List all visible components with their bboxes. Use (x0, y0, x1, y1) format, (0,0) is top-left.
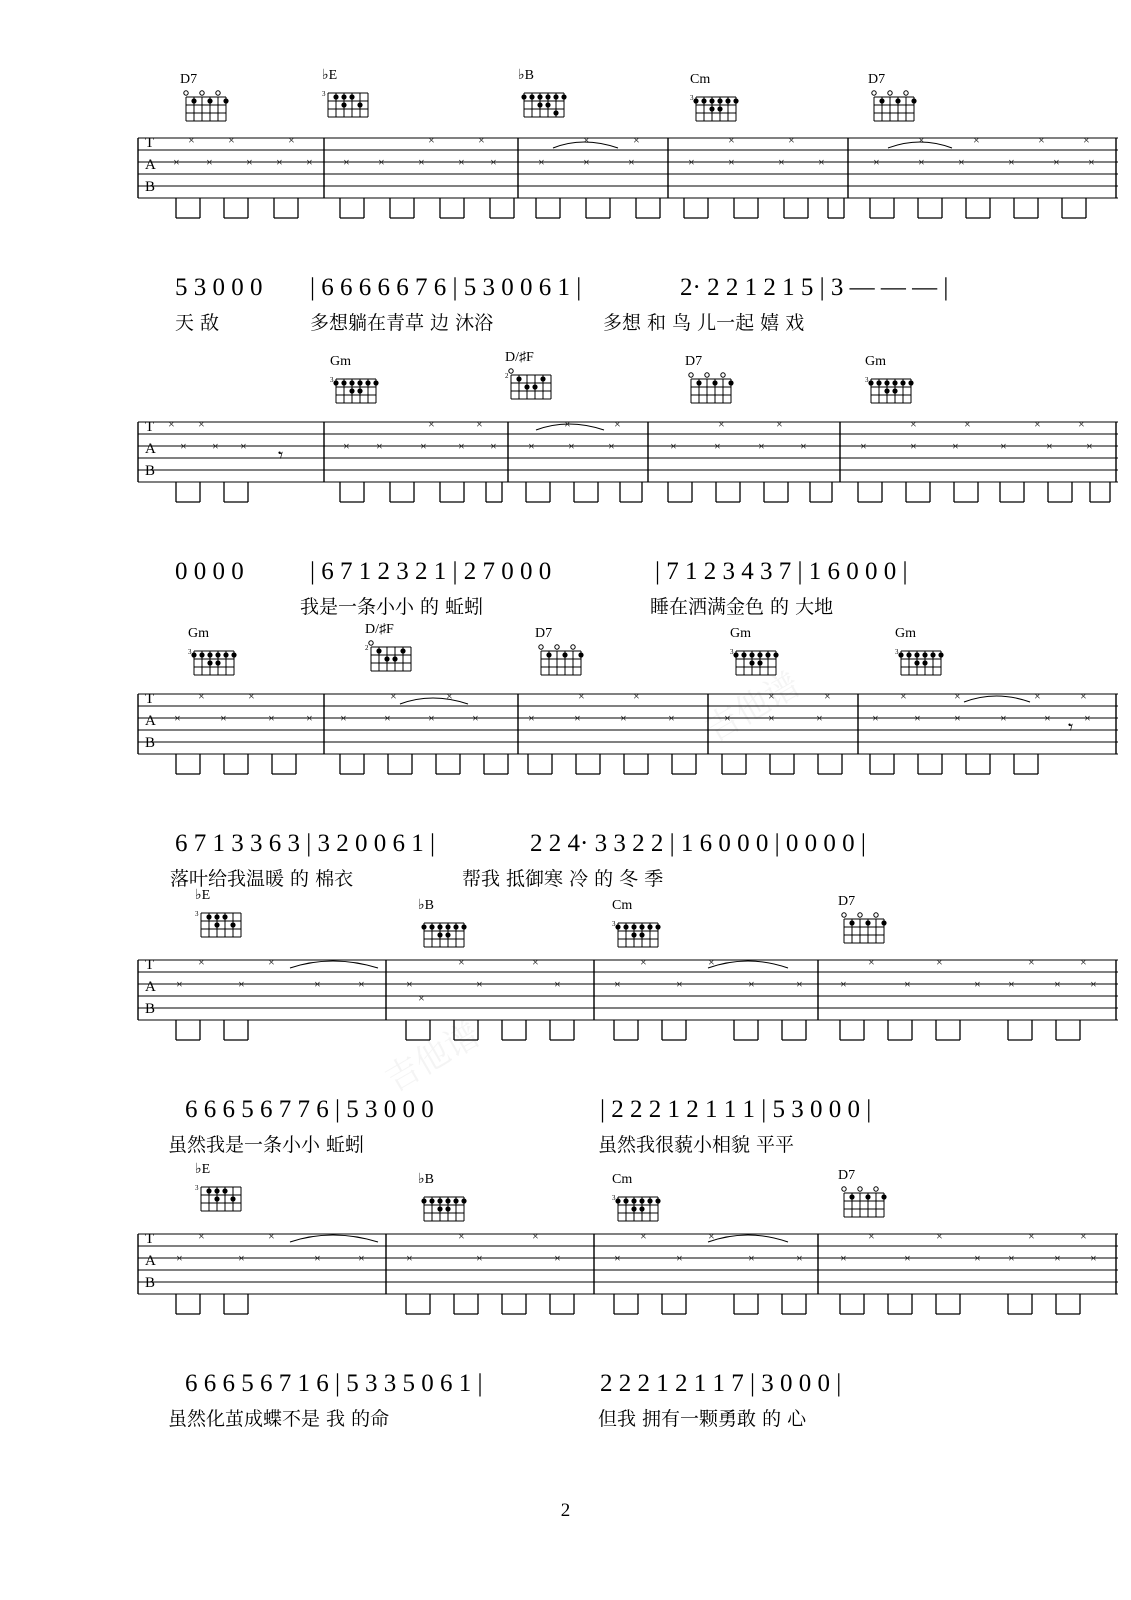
chord-diagram: Gm 3 (895, 626, 951, 682)
chord-diagram: ♭B (418, 1172, 474, 1228)
music-system-3 (0, 622, 1131, 896)
svg-text:×: × (406, 977, 413, 991)
music-system-5 (0, 1162, 1131, 1436)
tab-staff (0, 414, 1131, 510)
svg-text:×: × (918, 155, 925, 169)
svg-text:×: × (376, 439, 383, 453)
svg-text:×: × (538, 155, 545, 169)
chord-grid (322, 84, 374, 124)
svg-text:×: × (918, 133, 925, 147)
chord-diagram-row (0, 350, 1131, 412)
svg-text:×: × (748, 977, 755, 991)
tab-staff (0, 952, 1131, 1048)
chord-diagram: Cm 3 (612, 898, 668, 954)
chord-grid (612, 914, 664, 954)
svg-text:×: × (306, 155, 313, 169)
svg-text:×: × (306, 711, 313, 725)
svg-text:×: × (238, 1251, 245, 1265)
svg-text:×: × (608, 439, 615, 453)
svg-text:×: × (1090, 977, 1097, 991)
svg-text:×: × (378, 155, 385, 169)
svg-text:×: × (554, 977, 561, 991)
chord-diagram: Cm 3 (612, 1172, 668, 1228)
svg-text:×: × (288, 133, 295, 147)
svg-text:×: × (768, 711, 775, 725)
svg-text:×: × (840, 977, 847, 991)
svg-text:T: T (145, 957, 155, 973)
svg-text:×: × (676, 977, 683, 991)
svg-text:×: × (1008, 155, 1015, 169)
svg-text:×: × (220, 711, 227, 725)
svg-text:×: × (206, 155, 213, 169)
svg-text:×: × (676, 1251, 683, 1265)
svg-text:×: × (614, 417, 621, 431)
svg-text:×: × (268, 711, 275, 725)
svg-text:2: 2 (505, 372, 509, 380)
svg-text:×: × (268, 955, 275, 969)
svg-text:3: 3 (612, 1194, 616, 1202)
chord-diagram: D7 (180, 72, 236, 128)
svg-text:×: × (914, 711, 921, 725)
svg-text:×: × (476, 977, 483, 991)
svg-text:×: × (776, 417, 783, 431)
svg-text:×: × (198, 1229, 205, 1243)
chord-diagram: Gm 3 (865, 354, 921, 410)
chord-diagram: Gm 3 (730, 626, 786, 682)
svg-text:×: × (173, 155, 180, 169)
svg-text:A: A (145, 1253, 156, 1269)
svg-text:×: × (936, 955, 943, 969)
svg-text:3: 3 (322, 90, 326, 98)
svg-text:×: × (910, 439, 917, 453)
svg-text:×: × (1080, 1229, 1087, 1243)
svg-text:T: T (145, 135, 155, 151)
svg-text:×: × (768, 689, 775, 703)
svg-text:×: × (748, 1251, 755, 1265)
svg-text:×: × (176, 977, 183, 991)
chord-diagram: Cm 3 (690, 72, 746, 128)
chord-grid (730, 642, 782, 682)
tab-staff (0, 130, 1131, 226)
svg-text:×: × (340, 711, 347, 725)
chord-grid (518, 84, 570, 124)
svg-text:×: × (490, 155, 497, 169)
chord-diagram-row (0, 888, 1131, 950)
svg-text:×: × (718, 417, 725, 431)
chord-grid (365, 638, 417, 678)
svg-text:×: × (212, 439, 219, 453)
chord-diagram: D7 (838, 894, 894, 950)
jianpu-number-line: 6 7 1 3 3 6 3 | 3 2 0 0 6 1 | 2 2 4· 3 3 2 2 | 1 6 0 0 0 | 0 0 0 0 | (175, 830, 866, 857)
svg-text:×: × (936, 1229, 943, 1243)
chord-grid (188, 642, 240, 682)
svg-text:T: T (145, 1231, 155, 1247)
svg-text:×: × (620, 711, 627, 725)
svg-text:×: × (554, 1251, 561, 1265)
svg-text:×: × (420, 439, 427, 453)
svg-text:B: B (145, 179, 156, 195)
svg-text:×: × (476, 417, 483, 431)
svg-text:×: × (824, 689, 831, 703)
lyric-line: 虽然我是一条小小 蚯蚓 虽然我很藐小相貌 平平 (168, 1134, 795, 1156)
svg-text:×: × (873, 155, 880, 169)
svg-text:×: × (1053, 155, 1060, 169)
svg-text:×: × (840, 1251, 847, 1265)
svg-text:×: × (314, 977, 321, 991)
svg-text:×: × (1046, 439, 1053, 453)
svg-text:×: × (628, 155, 635, 169)
svg-text:×: × (532, 1229, 539, 1243)
chord-grid (865, 370, 917, 410)
jianpu-number-line: 6 6 6 5 6 7 7 6 | 5 3 0 0 0 | 2 2 2 1 2 1 1 1 | 5 3 0 0 0 | (185, 1096, 872, 1123)
music-system-4 (0, 888, 1131, 1162)
svg-text:×: × (904, 1251, 911, 1265)
svg-text:×: × (478, 133, 485, 147)
chord-grid (690, 88, 742, 128)
svg-text:A: A (145, 441, 156, 457)
svg-text:×: × (428, 711, 435, 725)
svg-text:×: × (964, 417, 971, 431)
svg-text:B: B (145, 735, 156, 751)
svg-text:𝄾: 𝄾 (278, 445, 284, 467)
svg-text:×: × (1008, 1251, 1015, 1265)
svg-text:×: × (1080, 689, 1087, 703)
svg-text:×: × (800, 439, 807, 453)
svg-text:×: × (1090, 1251, 1097, 1265)
svg-text:A: A (145, 157, 156, 173)
svg-text:×: × (188, 133, 195, 147)
chord-diagram: D/♯F 2 (505, 350, 561, 406)
svg-text:×: × (276, 155, 283, 169)
svg-text:×: × (860, 439, 867, 453)
chord-grid (195, 904, 247, 944)
svg-text:×: × (708, 955, 715, 969)
chord-diagram-row (0, 622, 1131, 684)
svg-text:×: × (406, 1251, 413, 1265)
svg-text:×: × (614, 1251, 621, 1265)
chord-diagram: Gm 3 (330, 354, 386, 410)
svg-text:×: × (818, 155, 825, 169)
svg-text:×: × (1088, 155, 1095, 169)
svg-text:×: × (1038, 133, 1045, 147)
lyric-line: 落叶给我温暖 的 棉衣 帮我 抵御寒 冷 的 冬 季 (170, 868, 664, 890)
svg-text:2: 2 (365, 644, 369, 652)
chord-grid (838, 910, 890, 950)
svg-text:B: B (145, 1001, 156, 1017)
chord-diagram: ♭B (518, 68, 574, 124)
svg-text:×: × (198, 689, 205, 703)
chord-grid (418, 914, 470, 954)
svg-text:×: × (728, 133, 735, 147)
svg-text:3: 3 (730, 648, 734, 656)
lyric-line: 虽然化茧成蝶不是 我 的命 但我 拥有一颗勇敢 的 心 (168, 1408, 807, 1430)
svg-text:×: × (574, 711, 581, 725)
svg-text:×: × (390, 689, 397, 703)
svg-text:×: × (343, 439, 350, 453)
svg-text:×: × (788, 133, 795, 147)
chord-diagram-row (0, 66, 1131, 128)
svg-text:×: × (904, 977, 911, 991)
svg-text:×: × (458, 955, 465, 969)
svg-text:×: × (1008, 977, 1015, 991)
svg-text:×: × (174, 711, 181, 725)
svg-text:×: × (418, 991, 425, 1005)
svg-text:×: × (868, 1229, 875, 1243)
svg-text:×: × (633, 689, 640, 703)
svg-text:×: × (1078, 417, 1085, 431)
svg-text:×: × (238, 977, 245, 991)
svg-text:×: × (168, 417, 175, 431)
svg-text:×: × (428, 417, 435, 431)
svg-text:×: × (973, 133, 980, 147)
chord-grid (895, 642, 947, 682)
svg-text:×: × (180, 439, 187, 453)
jianpu-number-line: 5 3 0 0 0 | 6 6 6 6 6 7 6 | 5 3 0 0 6 1 | 2· 2 2 1 2 1 5 | 3 — — — | (175, 274, 949, 301)
svg-text:×: × (708, 1229, 715, 1243)
svg-text:×: × (688, 155, 695, 169)
svg-text:×: × (796, 1251, 803, 1265)
svg-text:T: T (145, 691, 155, 707)
chord-grid (505, 366, 557, 406)
svg-text:×: × (778, 155, 785, 169)
chord-diagram: ♭E 3 (195, 888, 251, 944)
svg-text:×: × (358, 1251, 365, 1265)
music-system-1 (0, 66, 1131, 340)
chord-diagram: D7 (868, 72, 924, 128)
svg-text:×: × (314, 1251, 321, 1265)
chord-diagram: D/♯F 2 (365, 622, 421, 678)
svg-text:×: × (528, 439, 535, 453)
svg-text:×: × (1044, 711, 1051, 725)
svg-text:×: × (1084, 711, 1091, 725)
lyric-line: 我是一条小小 的 蚯蚓 睡在洒满金色 的 大地 (300, 596, 834, 618)
chord-grid (685, 370, 737, 410)
svg-text:×: × (176, 1251, 183, 1265)
svg-text:3: 3 (195, 910, 199, 918)
svg-text:×: × (458, 1229, 465, 1243)
jianpu-number-line: 6 6 6 5 6 7 1 6 | 5 3 3 5 0 6 1 | 2 2 2 1 2 1 1 7 | 3 0 0 0 | (185, 1370, 842, 1397)
svg-text:×: × (240, 439, 247, 453)
chord-grid (868, 88, 920, 128)
svg-text:×: × (583, 155, 590, 169)
svg-text:×: × (633, 133, 640, 147)
chord-diagram: D7 (838, 1168, 894, 1224)
svg-text:×: × (1028, 1229, 1035, 1243)
svg-text:×: × (1080, 955, 1087, 969)
svg-text:𝄾: 𝄾 (1068, 717, 1074, 739)
svg-text:3: 3 (895, 648, 899, 656)
music-system-2 (0, 350, 1131, 624)
svg-text:×: × (358, 977, 365, 991)
svg-text:×: × (954, 711, 961, 725)
svg-text:×: × (1034, 417, 1041, 431)
svg-text:×: × (458, 439, 465, 453)
svg-text:×: × (564, 417, 571, 431)
svg-text:×: × (1054, 977, 1061, 991)
chord-diagram: Gm 3 (188, 626, 244, 682)
chord-diagram: ♭B (418, 898, 474, 954)
svg-text:×: × (1083, 133, 1090, 147)
tab-staff (0, 1226, 1131, 1322)
svg-text:×: × (900, 689, 907, 703)
page-number: 2 (560, 1500, 571, 1521)
chord-grid (535, 642, 587, 682)
svg-text:×: × (796, 977, 803, 991)
svg-text:3: 3 (612, 920, 616, 928)
svg-text:×: × (248, 689, 255, 703)
svg-text:×: × (228, 133, 235, 147)
svg-text:×: × (974, 1251, 981, 1265)
chord-diagram: D7 (535, 626, 591, 682)
svg-text:×: × (1054, 1251, 1061, 1265)
svg-text:×: × (1034, 689, 1041, 703)
svg-text:×: × (490, 439, 497, 453)
svg-text:×: × (428, 133, 435, 147)
svg-text:×: × (1028, 955, 1035, 969)
svg-text:×: × (268, 1229, 275, 1243)
svg-text:×: × (1000, 711, 1007, 725)
svg-text:B: B (145, 1275, 156, 1291)
svg-text:×: × (472, 711, 479, 725)
svg-text:×: × (670, 439, 677, 453)
svg-text:×: × (910, 417, 917, 431)
svg-text:3: 3 (330, 376, 334, 384)
svg-text:×: × (668, 711, 675, 725)
svg-text:3: 3 (188, 648, 192, 656)
chord-diagram: ♭E 3 (195, 1162, 251, 1218)
jianpu-number-line: 0 0 0 0 | 6 7 1 2 3 2 1 | 2 7 0 0 0 | 7 1 2 3 4 3 7 | 1 6 0 0 0 | (175, 558, 908, 585)
svg-text:×: × (868, 955, 875, 969)
svg-text:×: × (476, 1251, 483, 1265)
svg-text:×: × (1000, 439, 1007, 453)
svg-text:×: × (816, 711, 823, 725)
svg-text:×: × (714, 439, 721, 453)
svg-text:×: × (614, 977, 621, 991)
svg-text:×: × (872, 711, 879, 725)
svg-text:×: × (343, 155, 350, 169)
chord-diagram-row (0, 1162, 1131, 1224)
svg-text:×: × (958, 155, 965, 169)
svg-text:×: × (198, 955, 205, 969)
svg-text:×: × (758, 439, 765, 453)
svg-text:×: × (532, 955, 539, 969)
svg-text:×: × (384, 711, 391, 725)
chord-grid (838, 1184, 890, 1224)
svg-text:×: × (418, 155, 425, 169)
svg-text:B: B (145, 463, 156, 479)
chord-diagram: D7 (685, 354, 741, 410)
svg-text:×: × (640, 1229, 647, 1243)
svg-text:×: × (952, 439, 959, 453)
svg-text:×: × (246, 155, 253, 169)
svg-text:×: × (724, 711, 731, 725)
chord-grid (195, 1178, 247, 1218)
svg-text:×: × (728, 155, 735, 169)
svg-text:×: × (974, 977, 981, 991)
tab-staff (0, 686, 1131, 782)
svg-text:×: × (578, 689, 585, 703)
svg-text:×: × (198, 417, 205, 431)
chord-grid (418, 1188, 470, 1228)
svg-text:3: 3 (195, 1184, 199, 1192)
lyric-line: 天 敌 多想躺在青草 边 沐浴 多想 和 鸟 儿一起 嬉 戏 (175, 312, 805, 334)
chord-diagram: ♭E 3 (322, 68, 378, 124)
svg-text:×: × (954, 689, 961, 703)
svg-text:3: 3 (690, 94, 694, 102)
svg-text:×: × (458, 155, 465, 169)
chord-grid (612, 1188, 664, 1228)
svg-text:×: × (583, 133, 590, 147)
svg-text:×: × (640, 955, 647, 969)
svg-text:T: T (145, 419, 155, 435)
svg-text:×: × (446, 689, 453, 703)
chord-grid (180, 88, 232, 128)
chord-grid (330, 370, 382, 410)
svg-text:A: A (145, 979, 156, 995)
svg-text:3: 3 (865, 376, 869, 384)
svg-text:A: A (145, 713, 156, 729)
svg-text:×: × (1086, 439, 1093, 453)
svg-text:×: × (528, 711, 535, 725)
svg-text:×: × (568, 439, 575, 453)
